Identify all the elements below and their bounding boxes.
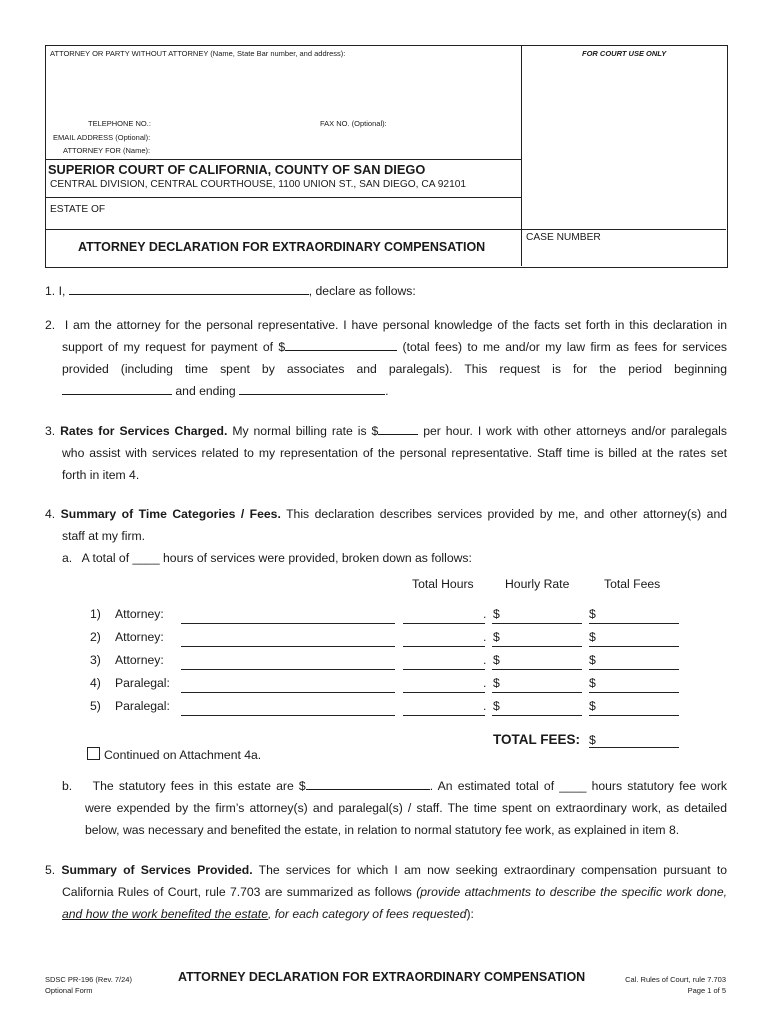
fee-row-dot: . (483, 607, 487, 621)
item-4a-hours-blank[interactable]: ____ (132, 551, 160, 565)
declarant-name-field[interactable] (69, 282, 309, 295)
period-beginning-field[interactable] (62, 382, 172, 395)
statutory-fees-field[interactable] (306, 777, 430, 790)
fee-row-rate-dollar: $ (493, 676, 500, 690)
attorney-for-label: ATTORNEY FOR (Name): (63, 146, 151, 155)
item-3-line-3 (45, 464, 727, 486)
fee-row-fees-dollar: $ (589, 676, 596, 690)
item-2-line-4 (45, 380, 727, 402)
fee-row-rate-dollar: $ (493, 653, 500, 667)
item-4b-text-1b: . An estimated total of (429, 779, 560, 793)
footer-title: ATTORNEY DECLARATION FOR EXTRAORDINARY COMPENSATION (178, 970, 586, 984)
item-5-heading: Summary of Services Provided. (61, 863, 253, 877)
item-5-line-3 (45, 903, 727, 925)
item-4b-text-3: below, was necessary and benefited the estate, in relation to normal statutory fee work, as explained in item 8. (85, 823, 680, 837)
fee-row-rate-field[interactable] (492, 715, 582, 716)
item-4-heading: Summary of Time Categories / Fees. (60, 507, 281, 521)
telephone-label: TELEPHONE NO.: (88, 119, 151, 128)
attorney-label: ATTORNEY OR PARTY WITHOUT ATTORNEY (Name, State Bar number, and address): (50, 49, 346, 58)
item-5-line-2 (45, 881, 727, 903)
fee-row-dot: . (483, 676, 487, 690)
item-4 (45, 503, 727, 569)
fee-row-rate-dollar: $ (493, 699, 500, 713)
estate-of-label: ESTATE OF (50, 204, 106, 215)
item-2-text-2b: (total fees) to me and/or my law firm as fees for services (397, 340, 727, 354)
item-2-text-3: provided (including time spent by associates and paralegals). This request is for the period beginning (62, 362, 727, 376)
period-ending-field[interactable] (239, 382, 385, 395)
footer-form-id: SDSC PR-196 (Rev. 7/24) (45, 975, 132, 984)
item-2-line-1 (45, 314, 727, 336)
item-5-line-1 (45, 859, 727, 881)
fee-row-fees-field[interactable] (589, 623, 679, 624)
fee-row-role: Attorney: (115, 607, 164, 621)
item-4-line-1 (45, 503, 727, 525)
fee-row-number: 1) (90, 607, 101, 621)
item-3-line-1 (45, 420, 727, 442)
item-4b-text-1c: hours statutory fee work (586, 779, 727, 793)
item-4-number: 4. (45, 507, 56, 521)
fee-row-fees-field[interactable] (589, 692, 679, 693)
item-4b-line-3 (62, 819, 727, 841)
fee-row-rate-field[interactable] (492, 669, 582, 670)
item-4b-hours-blank[interactable]: ____ (559, 779, 587, 793)
item-1-post: , declare as follows: (308, 284, 416, 298)
item-4b-text-2: were expended by the firm’s attorney(s) and paralegal(s) / staff. The time spent on extraordinary work, as detailed (85, 801, 727, 815)
col-hourly-rate: Hourly Rate (505, 577, 570, 591)
fee-row-rate-field[interactable] (492, 623, 582, 624)
court-use-label: FOR COURT USE ONLY (582, 49, 667, 58)
item-4b (62, 775, 727, 841)
caption-divider-vertical (521, 45, 522, 266)
fee-row-role: Attorney: (115, 630, 164, 644)
fee-row-rate-dollar: $ (493, 607, 500, 621)
fee-row-name-field[interactable] (181, 692, 395, 693)
continued-attachment-row (87, 747, 261, 762)
item-2-text-4a: and ending (172, 384, 240, 398)
item-2-text-4b: . (385, 384, 389, 398)
item-3-heading: Rates for Services Charged. (60, 424, 228, 438)
fee-row-fees-dollar: $ (589, 653, 596, 667)
fee-row-hours-field[interactable] (403, 646, 485, 647)
billing-rate-field[interactable] (378, 422, 418, 435)
caption-line-court (45, 159, 521, 160)
fee-row-dot: . (483, 699, 487, 713)
continued-checkbox[interactable] (87, 747, 100, 760)
total-fees-field[interactable] (589, 747, 679, 748)
total-fees-dollar: $ (589, 733, 596, 747)
fee-row-name-field[interactable] (181, 669, 395, 670)
item-4b-line-2 (62, 797, 727, 819)
footer-page: Page 1 of 5 (687, 986, 726, 995)
fee-row-name-field[interactable] (181, 646, 395, 647)
total-fees-requested-field[interactable] (285, 338, 397, 351)
footer-rule: Cal. Rules of Court, rule 7.703 (625, 975, 726, 984)
item-5-text-2a: California Rules of Court, rule 7.703 are summarized as follows (62, 885, 417, 899)
item-3-line-2 (45, 442, 727, 464)
fee-row-fees-field[interactable] (589, 715, 679, 716)
fee-row-number: 3) (90, 653, 101, 667)
item-4a-pre: A total of (81, 551, 133, 565)
item-2-text-2a: support of my request for payment of $ (62, 340, 286, 354)
item-3-text-1a: My normal billing rate is $ (227, 424, 379, 438)
fee-row-hours-field[interactable] (403, 715, 485, 716)
item-5 (45, 859, 727, 925)
item-5-text-2b: (provide attachments to describe the specific work done, (416, 885, 727, 899)
item-4a-label: a. (62, 551, 73, 565)
item-2-number: 2. (45, 318, 56, 332)
fee-row-name-field[interactable] (181, 715, 395, 716)
fee-row-rate-field[interactable] (492, 646, 582, 647)
fee-row-hours-field[interactable] (403, 669, 485, 670)
item-1-pre: I, (58, 284, 66, 298)
fee-row-number: 4) (90, 676, 101, 690)
item-4b-line-1 (62, 775, 727, 797)
item-2-line-3 (45, 358, 727, 380)
item-4-text-2: staff at my firm. (62, 529, 146, 543)
fee-row-hours-field[interactable] (403, 692, 485, 693)
item-4b-text-1a: The statutory fees in this estate are $ (92, 779, 306, 793)
item-2 (45, 314, 727, 402)
fee-row-fees-dollar: $ (589, 630, 596, 644)
fee-row-fees-dollar: $ (589, 607, 596, 621)
item-5-text-1: The services for which I am now seeking extraordinary compensation pursuant to (252, 863, 728, 877)
item-1-number: 1. (45, 284, 56, 298)
item-5-text-3b: , for each category of fees requested (267, 907, 467, 921)
fee-row-number: 5) (90, 699, 101, 713)
item-5-number: 5. (45, 863, 56, 877)
item-2-text-1: I am the attorney for the personal representative. I have personal knowledge of the facts set forth in this declaration in (64, 318, 727, 332)
fee-row-rate-field[interactable] (492, 692, 582, 693)
item-3-text-3: forth in item 4. (62, 468, 140, 482)
item-4b-label: b. (62, 779, 73, 793)
footer-optional: Optional Form (45, 986, 93, 995)
fee-row-role: Attorney: (115, 653, 164, 667)
item-3 (45, 420, 727, 486)
caption-outer-box (45, 45, 728, 268)
fax-label: FAX NO. (Optional): (320, 119, 387, 128)
item-3-number: 3. (45, 424, 56, 438)
case-number-label: CASE NUMBER (526, 232, 601, 243)
fee-row-fees-dollar: $ (589, 699, 596, 713)
col-total-fees: Total Fees (604, 577, 661, 591)
fee-row-hours-field[interactable] (403, 623, 485, 624)
total-fees-label: TOTAL FEES: (493, 732, 581, 747)
item-5-text-3c: ): (466, 907, 474, 921)
continued-label: Continued on Attachment 4a. (104, 748, 262, 762)
item-5-text-3a: and how the work benefited the estate (62, 907, 268, 921)
form-title: ATTORNEY DECLARATION FOR EXTRAORDINARY COMPENSATION (78, 240, 486, 254)
fee-row-rate-dollar: $ (493, 630, 500, 644)
court-address: CENTRAL DIVISION, CENTRAL COURTHOUSE, 1100 UNION ST., SAN DIEGO, CA 92101 (50, 179, 467, 190)
col-total-hours: Total Hours (412, 577, 474, 591)
fee-row-fees-field[interactable] (589, 646, 679, 647)
caption-line-title (45, 229, 726, 230)
fee-row-number: 2) (90, 630, 101, 644)
item-3-text-1b: per hour. I work with other attorneys and/or paralegals (418, 424, 727, 438)
fee-row-dot: . (483, 653, 487, 667)
fee-row-role: Paralegal: (115, 699, 170, 713)
fee-row-name-field[interactable] (181, 623, 395, 624)
item-3-text-2: who assist with services related to my representation of the personal representative. Staff time is billed at the rates set (62, 446, 727, 460)
item-2-line-2 (45, 336, 727, 358)
fee-row-role: Paralegal: (115, 676, 170, 690)
fee-row-dot: . (483, 630, 487, 644)
court-name: SUPERIOR COURT OF CALIFORNIA, COUNTY OF SAN DIEGO (48, 162, 426, 177)
item-4-text-1: This declaration describes services provided by me, and other attorney(s) and (280, 507, 728, 521)
item-4a-line (45, 547, 727, 569)
item-1 (45, 280, 416, 302)
fee-row-fees-field[interactable] (589, 669, 679, 670)
item-4a-post: hours of services were provided, broken down as follows: (159, 551, 472, 565)
email-label: EMAIL ADDRESS (Optional): (53, 133, 151, 142)
caption-line-estate (45, 197, 521, 198)
item-4-line-2 (45, 525, 727, 547)
